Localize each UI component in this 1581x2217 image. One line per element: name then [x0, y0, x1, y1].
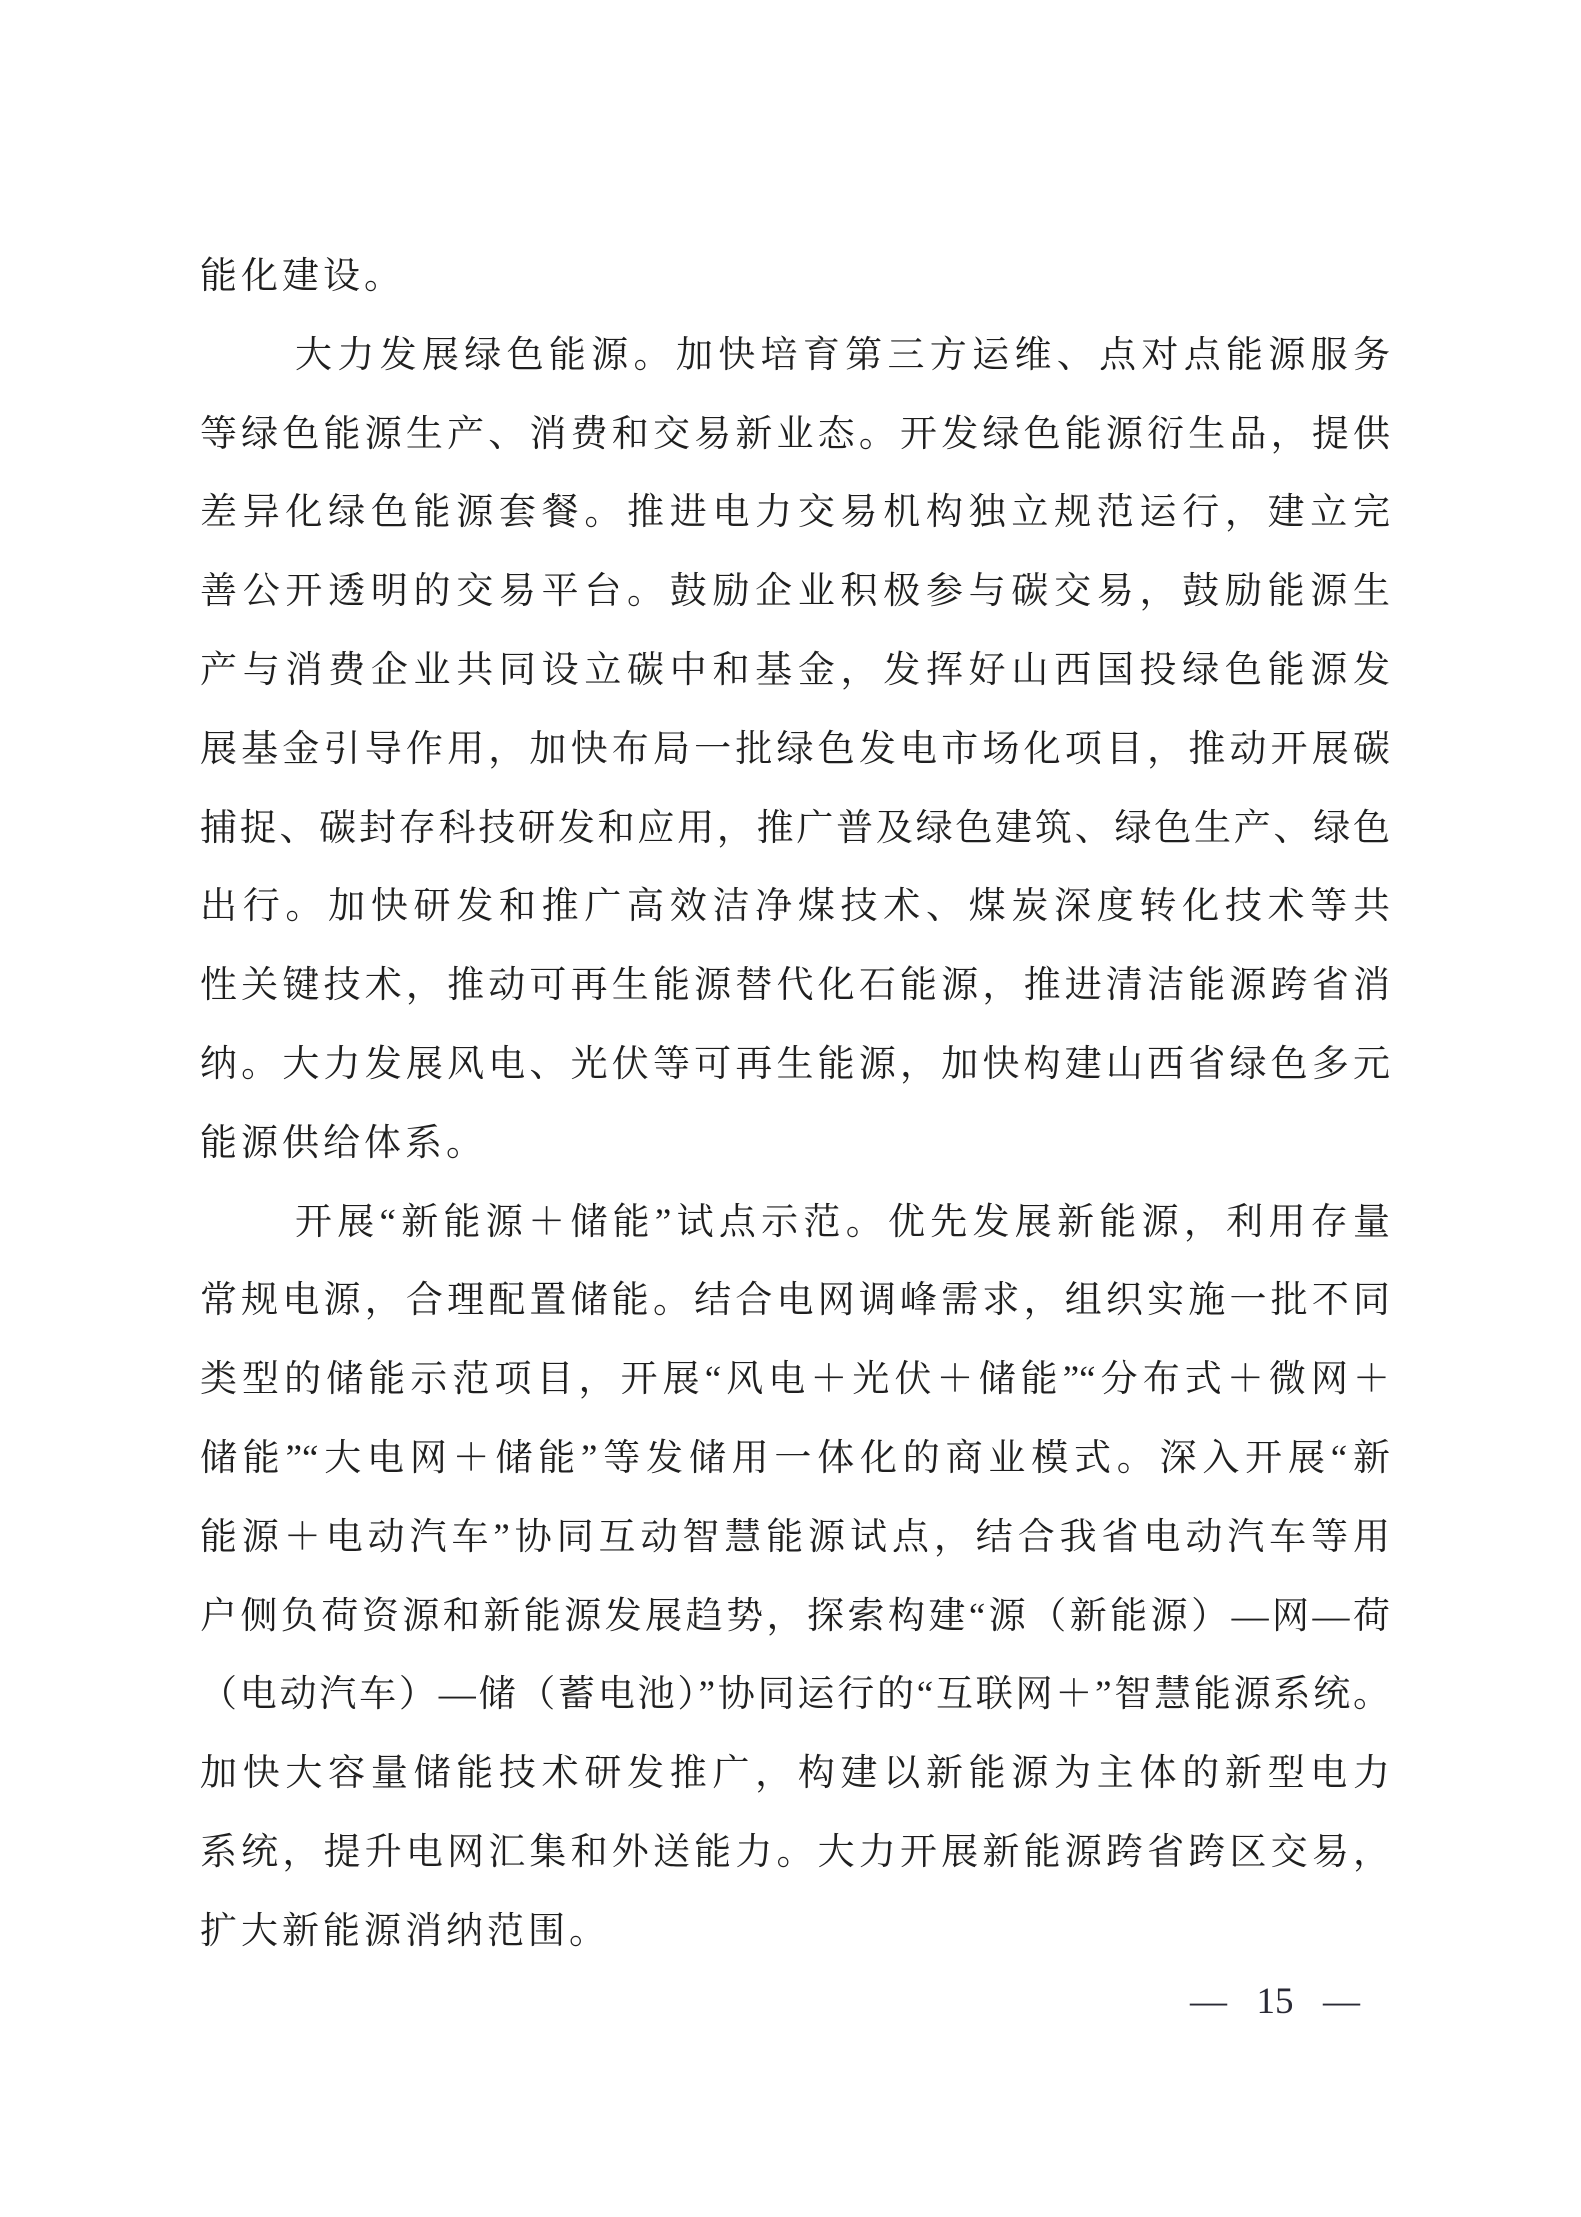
text-line: 大力发展绿色能源。加快培育第三方运维、点对点能源服务	[295, 334, 1390, 376]
text-line: 捕捉、碳封存科技研发和应用，推广普及绿色建筑、绿色生产、绿色	[200, 807, 1390, 849]
text-line: 能源＋电动汽车”协同互动智慧能源试点，结合我省电动汽车等用	[200, 1516, 1390, 1558]
text-line: 户侧负荷资源和新能源发展趋势，探索构建“源（新能源）—网—荷	[200, 1595, 1390, 1637]
text-line: 常规电源，合理配置储能。结合电网调峰需求，组织实施一批不同	[200, 1280, 1390, 1322]
text-line: 加快大容量储能技术研发推广，构建以新能源为主体的新型电力	[200, 1753, 1390, 1795]
page-footer	[1190, 1981, 1360, 2023]
body-text	[200, 238, 1390, 1972]
text-line: 类型的储能示范项目，开展“风电＋光伏＋储能”“分布式＋微网＋	[200, 1359, 1390, 1401]
text-line: 善公开透明的交易平台。鼓励企业积极参与碳交易，鼓励能源生	[200, 571, 1390, 613]
text-line: 纳。大力发展风电、光伏等可再生能源，加快构建山西省绿色多元	[200, 1043, 1390, 1085]
text-line: 扩大新能源消纳范围。	[200, 1910, 610, 1952]
text-line: 系统，提升电网汇集和外送能力。大力开展新能源跨省跨区交易，	[200, 1831, 1390, 1873]
footer-dash-right: —	[1323, 1981, 1360, 2022]
text-line: 能源供给体系。	[200, 1122, 487, 1164]
footer-dash-left: —	[1190, 1981, 1227, 2022]
text-line: 产与消费企业共同设立碳中和基金，发挥好山西国投绿色能源发	[200, 649, 1390, 691]
text-line: 能化建设。	[200, 256, 405, 297]
text-line: 储能”“大电网＋储能”等发储用一体化的商业模式。深入开展“新	[200, 1437, 1390, 1479]
text-line: 出行。加快研发和推广高效洁净煤技术、煤炭深度转化技术等共	[200, 886, 1390, 928]
page-number: 15	[1256, 1981, 1294, 2022]
text-line: 差异化绿色能源套餐。推进电力交易机构独立规范运行，建立完	[200, 492, 1390, 534]
text-line: 展基金引导作用，加快布局一批绿色发电市场化项目，推动开展碳	[200, 728, 1390, 770]
text-line: （电动汽车）—储（蓄电池）”协同运行的“互联网＋”智慧能源系统。	[200, 1674, 1390, 1716]
text-line: 等绿色能源生产、消费和交易新业态。开发绿色能源衍生品，提供	[200, 413, 1390, 455]
text-line: 性关键技术，推动可再生能源替代化石能源，推进清洁能源跨省消	[200, 965, 1390, 1007]
text-line: 开展“新能源＋储能”试点示范。优先发展新能源，利用存量	[295, 1201, 1390, 1243]
